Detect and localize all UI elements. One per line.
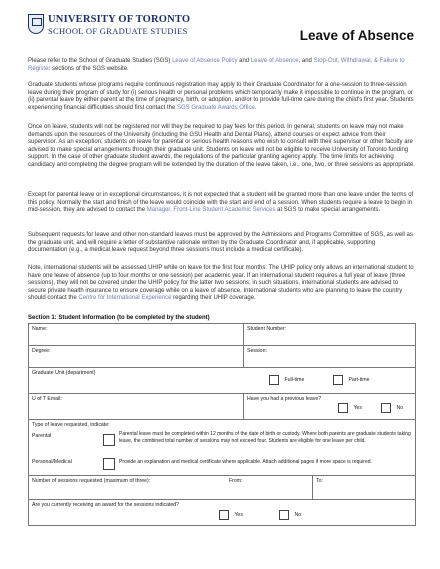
- cie-link[interactable]: Centre for International Experience: [78, 295, 172, 302]
- leave-type-field: [29, 420, 416, 476]
- email-field[interactable]: [29, 394, 244, 420]
- award-no-label: No: [294, 512, 302, 519]
- intro-text: sections of the SGS website.: [50, 65, 129, 72]
- intro-paragraph: [28, 58, 416, 73]
- to-label: To:: [316, 478, 323, 484]
- university-name: UNIVERSITY OF TORONTO: [48, 14, 191, 25]
- name-field[interactable]: [29, 324, 244, 346]
- personal-medical-label: Personal/Medical: [32, 459, 72, 465]
- degree-label: Degree:: [32, 348, 51, 354]
- loa-link[interactable]: Leave of Absence: [250, 58, 299, 64]
- session-label: Session:: [247, 348, 267, 354]
- single-leave-text: Except for parental leave or in exceptional circumstances, it is not expected that a student will be granted more than one leave under the terms of this policy. Normally the start and finish of the leave would coincide with the start and end of a session. When students require a leave to begin in mid-session, they are advised to contact the: [28, 192, 414, 214]
- previous-leave-no-checkbox[interactable]: [381, 403, 391, 413]
- parental-checkbox[interactable]: [103, 434, 115, 446]
- award-no-checkbox[interactable]: [279, 510, 289, 520]
- parttime-label: Part-time: [348, 377, 370, 384]
- subsequent-requests-paragraph: Subsequent requests for leave and other non-standard leaves must be approved by the Admissions and Programs Committee of SGS, as well as the graduate unit, and will require a letter of substantive rationale written by the Graduate Coordinator and, if applicable, supporting documentation (e.g., a medical leave request beyond three sessions must include a medical certificate).: [28, 232, 413, 254]
- previous-leave-label: Have you had a previous leave?: [247, 396, 322, 402]
- fulltime-checkbox[interactable]: [269, 375, 279, 385]
- parental-label: Parental: [32, 433, 52, 439]
- fulltime-option: [269, 375, 304, 385]
- international-text: regarding their UHIP coverage.: [171, 295, 256, 302]
- awards-office-link[interactable]: SGS Graduate Awards Office: [176, 104, 255, 111]
- student-info-form: [28, 323, 416, 526]
- parttime-option: [333, 375, 370, 385]
- previous-leave-no-label: No: [396, 405, 404, 412]
- leave-type-label: Type of leave requested, indicate:: [32, 422, 110, 428]
- award-yes-label: Yes: [234, 512, 243, 519]
- page-header: [28, 14, 414, 48]
- international-paragraph: [28, 265, 416, 303]
- personal-medical-description: Provide an explanation and medical certificate where applicable. Attach additional pages if more space is required.: [119, 459, 372, 465]
- field-divider: [312, 475, 313, 499]
- session-field[interactable]: [244, 346, 416, 368]
- name-label: Name:: [32, 326, 48, 332]
- from-label: From:: [229, 478, 243, 484]
- award-yes-option: [219, 510, 243, 520]
- intro-text: and: [237, 58, 251, 64]
- award-yes-checkbox[interactable]: [219, 510, 229, 520]
- previous-leave-yes-option: [338, 403, 362, 413]
- intro-text: , and: [298, 58, 314, 64]
- loa-policy-link[interactable]: Leave of Absence Policy: [172, 58, 238, 64]
- on-leave-paragraph: Once on leave, students will not be registered nor will they be required to pay fees for this period. In general, students on leave may not make demands upon the resources of the University (including the GSU Health and Dental Plans), attend courses or expect advice from their supervisor. As an exception, students on leave for parental or serious health reasons who wish to consult with their supervisor or other faculty are advised to make special arrangements through their graduate unit. Students on leave will not be eligible to receive University of Toronto funding support. In the case of other graduate student awards, the regulations of the particular granting agency apply. The time limits for achieving candidacy and completing the degree program will be extended by the duration of the leave taken, i.e., one, two, or three sessions as appropriate.: [28, 124, 415, 168]
- graduate-unit-field[interactable]: [29, 368, 416, 394]
- sessions-label: Number of sessions requested (maximum of three):: [32, 478, 151, 484]
- previous-leave-yes-label: Yes: [353, 405, 362, 412]
- graduate-unit-label: Graduate Unit (department): [32, 370, 96, 376]
- stopout-link[interactable]: Stop-Out, Withdrawal, & Failure to Register: [28, 58, 405, 72]
- personal-medical-checkbox[interactable]: [103, 458, 115, 470]
- university-crest-icon: [28, 14, 44, 34]
- section-1-title: Section 1: Student Information (to be completed by the student): [28, 315, 210, 321]
- parttime-checkbox[interactable]: [333, 375, 343, 385]
- previous-leave-no-option: [381, 403, 403, 413]
- parental-description: Parental leave must be completed within 12 months of the date of birth or custody. Where both parents are graduate students taking leave, the combined total number of sessions may not exceed four. Students are eligible for one leave per child.: [119, 431, 411, 444]
- degree-field[interactable]: [29, 346, 244, 368]
- single-leave-text: at SGS to make special arrangements.: [275, 207, 381, 214]
- award-field: [29, 500, 416, 526]
- eligibility-paragraph: [28, 82, 416, 112]
- intro-text: Please refer to the School of Graduate Studies (SGS): [28, 58, 173, 64]
- fulltime-label: Full-time: [284, 377, 305, 384]
- single-leave-paragraph: [28, 192, 416, 215]
- eligibility-text: .: [254, 104, 257, 111]
- award-no-option: [279, 510, 301, 520]
- front-line-services-link[interactable]: Manager, Front-Line Student Academic Services: [146, 207, 276, 214]
- sessions-field[interactable]: [29, 476, 416, 500]
- page-title: Leave of Absence: [299, 28, 414, 43]
- school-name: SCHOOL OF GRADUATE STUDIES: [48, 26, 188, 36]
- student-number-label: Student Number:: [247, 326, 287, 332]
- eligibility-text: Graduate students whose programs require continuous registration may apply to their Graduate Coordinator for a one-session to three-session leave during their program of study for (i) serious health or personal problems which temporarily make it impossible to continue in the program, or (ii) parental leave by either parent at the time of pregnancy, birth, or adoption, and/or to provide full-time care during the child's first year. Students experiencing financial difficulties should first contact the: [28, 82, 414, 111]
- student-number-field[interactable]: [244, 324, 416, 346]
- previous-leave-yes-checkbox[interactable]: [338, 403, 348, 413]
- email-label: U of T Email:: [32, 396, 62, 402]
- previous-leave-field: [244, 394, 416, 420]
- award-label: Are you currently receiving an award for the sessions indicated?: [32, 502, 180, 508]
- international-text: Note, international students will be assessed UHIP while on leave for the first four months. The UHIP policy only allows an international student to have one leave of absence (up to four months or one session) per academic year. If an international student requires a full year of leave (three sessions), they will not be covered under the UHIP policy for the latter two sessions; in such situations, international students are advised to secure private health insurance to ensure coverage while on a leave of absence. International students who are planning to leave the country should contact the: [28, 265, 414, 302]
